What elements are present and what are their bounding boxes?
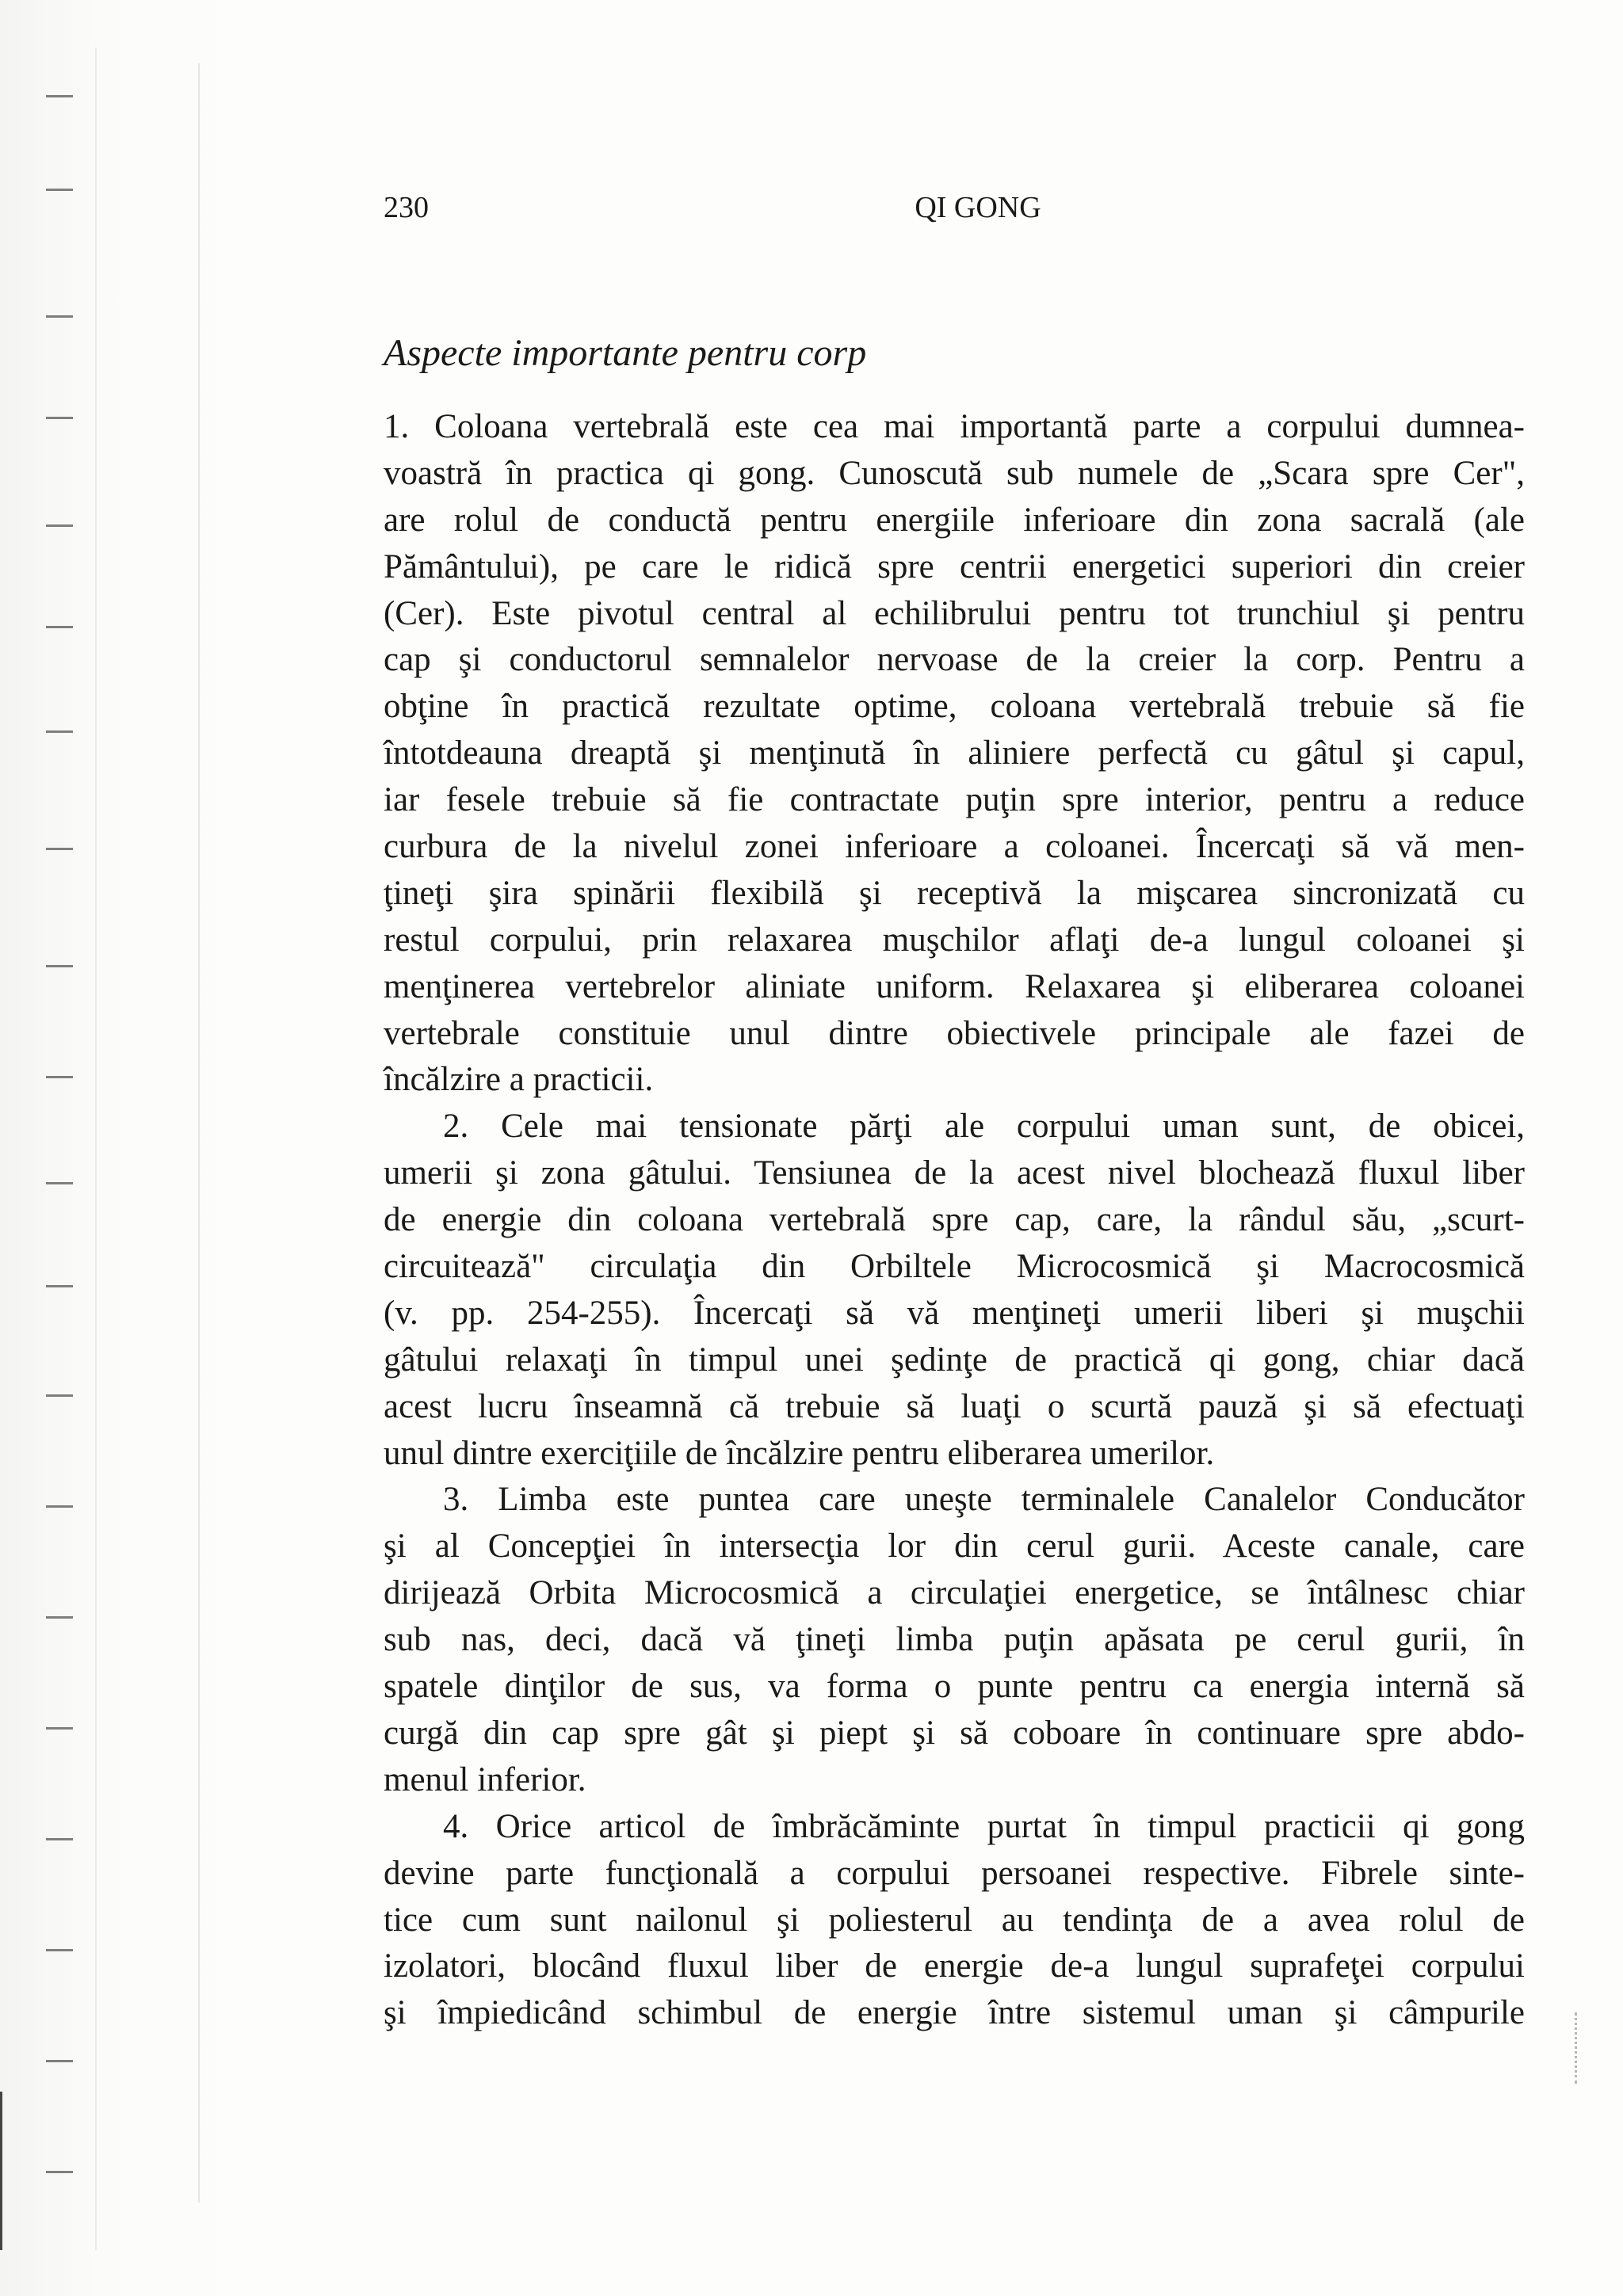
binding-tick	[46, 1727, 73, 1730]
binding-tick	[46, 848, 73, 850]
text-line: şi al Concepţiei în intersecţia lor din cerul gurii. Aceste canale, care	[384, 1527, 1525, 1566]
text-line: vertebrale constituie unul dintre obiectivele principale ale fazei de	[384, 1014, 1525, 1052]
text-line: gâtului relaxaţi în timpul unei şedinţe de practică qi gong, chiar dacă	[384, 1341, 1525, 1379]
scan-edge-rule	[0, 2092, 2, 2250]
text-line: 4. Orice articol de îmbrăcăminte purtat în timpul practicii qi gong	[443, 1807, 1525, 1845]
binding-tick	[46, 626, 73, 628]
binding-tick	[46, 1182, 73, 1184]
text-line: ţineţi şira spinării flexibilă şi receptivă la mişcarea sincronizată cu	[384, 874, 1525, 912]
text-line: 2. Cele mai tensionate părţi ale corpului uman sunt, de obicei,	[443, 1108, 1525, 1146]
binding-tick	[46, 524, 73, 527]
text-line: încălzire a practicii.	[384, 1061, 654, 1099]
text-line: circuitează" circulaţia din Orbiltele Microcosmică şi Macrocosmică	[384, 1248, 1525, 1286]
binding-tick	[46, 189, 73, 191]
text-line: obţine în practică rezultate optime, coloana vertebrală trebuie să fie	[384, 688, 1525, 726]
text-line: cap şi conductorul semnalelor nervoase de la creier la corp. Pentru a	[384, 641, 1525, 679]
text-line: sub nas, deci, dacă vă ţineţi limba puţin apăsata pe cerul gurii, în	[384, 1621, 1525, 1659]
page-number: 230	[384, 191, 429, 224]
binding-tick	[46, 1076, 73, 1078]
binding-tick	[46, 1616, 73, 1619]
binding-tick	[46, 965, 73, 967]
text-line: şi împiedicând schimbul de energie între sistemul uman şi câmpurile	[384, 1994, 1525, 2032]
text-line: (v. pp. 254-255). Încercaţi să vă menţineţi umerii liberi şi muşchii	[384, 1294, 1525, 1332]
text-line: are rolul de conductă pentru energiile inferioare din zona sacrală (ale	[384, 501, 1525, 539]
text-line: izolatori, blocând fluxul liber de energie de-a lungul suprafeţei corpului	[384, 1947, 1525, 1985]
binding-tick	[46, 1394, 73, 1397]
binding-tick	[46, 1285, 73, 1287]
text-line: umerii şi zona gâtului. Tensiunea de la acest nivel blochează fluxul liber	[384, 1154, 1525, 1192]
text-line: întotdeauna dreaptă şi menţinută în aliniere perfectă cu gâtul şi capul,	[384, 734, 1525, 772]
text-line: spatele dinţilor de sus, va forma o punte pentru ca energia internă să	[384, 1668, 1525, 1706]
text-line: curbura de la nivelul zonei inferioare a coloanei. Încercaţi să vă men-	[384, 828, 1525, 866]
body-text	[384, 404, 1525, 2037]
text-line: unul dintre exerciţiile de încălzire pentru eliberarea umerilor.	[384, 1434, 1215, 1472]
scan-binding-line	[95, 48, 97, 2250]
text-line: de energie din coloana vertebrală spre cap, care, la rândul său, „scurt-	[384, 1201, 1525, 1239]
text-line: 1. Coloana vertebrală este cea mai importantă parte a corpului dumnea-	[384, 408, 1525, 445]
text-line: Pământului), pe care le ridică spre centrii energetici superiori din creier	[384, 547, 1525, 585]
binding-tick	[46, 417, 73, 419]
text-line: devine parte funcţională a corpului persoanei respective. Fibrele sinte-	[384, 1854, 1525, 1892]
text-line: menul inferior.	[384, 1760, 586, 1798]
text-line: iar fesele trebuie să fie contractate puţin spre interior, pentru a reduce	[384, 781, 1525, 819]
text-line: acest lucru înseamnă că trebuie să luaţi o scurtă pauză şi să efectuaţi	[384, 1387, 1525, 1425]
text-line: menţinerea vertebrelor aliniate uniform. Relaxarea şi eliberarea coloanei	[384, 967, 1525, 1005]
binding-tick	[46, 2060, 73, 2062]
binding-tick	[46, 1838, 73, 1840]
binding-tick	[46, 315, 73, 318]
binding-tick	[46, 95, 73, 97]
scan-binding-shadow	[0, 0, 238, 2296]
binding-tick	[46, 2171, 73, 2173]
text-line: voastră în practica qi gong. Cunoscută sub numele de „Scara spre Cer",	[384, 454, 1525, 492]
page-header	[384, 190, 1525, 238]
text-line: restul corpului, prin relaxarea muşchilor aflaţi de-a lungul coloanei şi	[384, 921, 1525, 959]
text-line: tice cum sunt nailonul şi poliesterul au tendinţa de a avea rolul de	[384, 1901, 1525, 1939]
binding-tick	[46, 1505, 73, 1508]
text-line: 3. Limba este puntea care uneşte terminalele Canalelor Conducător	[443, 1481, 1525, 1519]
scan-edge-mark	[1557, 2012, 1577, 2084]
text-line: (Cer). Este pivotul central al echilibrului pentru tot trunchiul şi pentru	[384, 594, 1525, 632]
scan-binding-line	[198, 63, 200, 2203]
text-line: curgă din cap spre gât şi piept şi să coboare în continuare spre abdo-	[384, 1714, 1525, 1752]
binding-tick	[46, 730, 73, 733]
section-title: Aspecte importante pentru corp	[384, 332, 867, 374]
text-line: dirijează Orbita Microcosmică a circulaţiei energetice, se întâlnesc chiar	[384, 1574, 1525, 1612]
binding-tick	[46, 1949, 73, 1951]
running-head: QI GONG	[915, 191, 1041, 224]
